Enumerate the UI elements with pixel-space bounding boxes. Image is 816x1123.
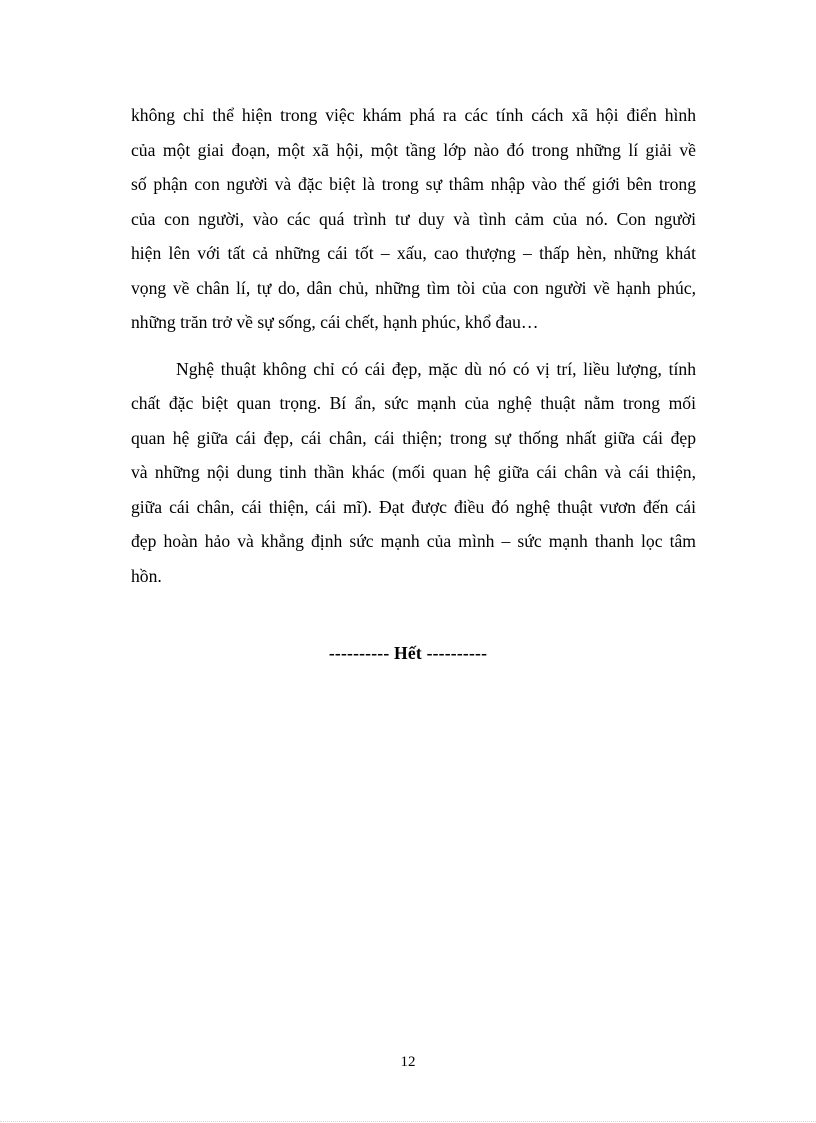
paragraph-spacer xyxy=(131,340,696,352)
text-line: hồn. xyxy=(131,565,162,586)
text-line: Nghệ thuật không chỉ có cái đẹp, mặc dù nó có vị trí, liều lượng, tính xyxy=(176,358,696,379)
text-line: vọng về chân lí, tự do, dân chủ, những tìm tòi của con người về hạnh phúc, xyxy=(131,277,696,298)
text-line: của con người, vào các quá trình tư duy và tình cảm của nó. Con người xyxy=(131,208,696,229)
body-text xyxy=(131,98,696,593)
text-line: những trăn trở về sự sống, cái chết, hạnh phúc, khổ đau… xyxy=(131,312,539,332)
text-line: hiện lên với tất cả những cái tốt – xấu, cao thượng – thấp hèn, những khát xyxy=(131,243,696,263)
text-line: và những nội dung tinh thần khác (mối quan hệ giữa cái chân và cái thiện, xyxy=(131,462,696,482)
text-line: không chỉ thể hiện trong việc khám phá ra các tính cách xã hội điển hình xyxy=(131,105,696,125)
end-mark: ---------- Hết ---------- xyxy=(328,643,488,663)
text-line: đẹp hoàn hảo và khẳng định sức mạnh của mình – sức mạnh thanh lọc tâm xyxy=(131,531,696,551)
paragraph-1 xyxy=(131,98,696,340)
text-line: chất đặc biệt quan trọng. Bí ẩn, sức mạnh của nghệ thuật nằm trong mối xyxy=(131,393,696,413)
text-line: của một giai đoạn, một xã hội, một tầng lớp nào đó trong những lí giải về xyxy=(131,139,696,160)
text-line: số phận con người và đặc biệt là trong sự thâm nhập vào thế giới bên trong xyxy=(131,174,696,194)
page-number: 12 xyxy=(400,1054,416,1070)
page-bottom-rule xyxy=(0,1121,816,1122)
text-line: giữa cái chân, cái thiện, cái mĩ). Đạt được điều đó nghệ thuật vươn đến cái xyxy=(131,496,696,517)
text-line: quan hệ giữa cái đẹp, cái chân, cái thiện; trong sự thống nhất giữa cái đẹp xyxy=(131,427,696,448)
paragraph-2 xyxy=(131,352,696,594)
